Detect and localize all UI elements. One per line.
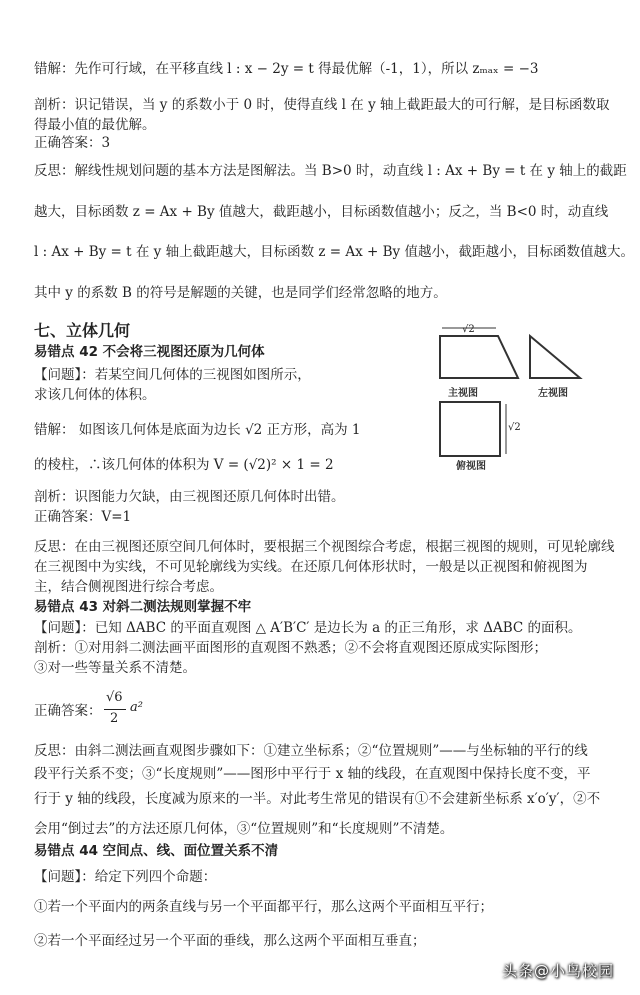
line: 正确答案：	[34, 703, 102, 719]
side-view-label: 左视图	[538, 388, 568, 399]
fraction-numerator: √6	[106, 690, 123, 705]
line: 【问题】：已知 ΔABC 的平面直观图 △ A′B′C′ 是边长为 a 的正三角形，求 ΔABC 的面积。	[34, 620, 582, 636]
topic-heading: 易错点 42 不会将三视图还原为几何体	[34, 344, 265, 360]
line: 反思：在由三视图还原空间几何体时，要根据三个视图综合考虑，根据三视图的规则，可见轮廓线	[34, 539, 615, 555]
line: 剖析：①对用斜二测法画平面图形的直观图不熟悉；②不会将直观图还原成实际图形；	[34, 640, 547, 656]
line: ②若一个平面经过另一个平面的垂线，那么这两个平面相互垂直；	[34, 933, 426, 949]
line: 的棱柱，∴该几何体的体积为 V = (√2)² × 1 = 2	[34, 457, 334, 473]
line: 剖析：识图能力欠缺，由三视图还原几何体时出错。	[34, 489, 345, 505]
line: 其中 y 的系数 B 的符号是解题的关键，也是同学们经常忽略的地方。	[34, 285, 447, 301]
line: 剖析：识记错误，当 y 的系数小于 0 时，使得直线 l 在 y 轴上截距最大的可行解，是目标函数取	[34, 97, 610, 113]
top-view-label: 俯视图	[456, 461, 486, 472]
line: 在三视图中为实线，不可见轮廓线为实线。在还原几何体形状时，一般是以正视图和俯视图为	[34, 559, 588, 575]
topic-heading: 易错点 43 对斜二测法规则掌握不牢	[34, 599, 252, 615]
line: 求该几何体的体积。	[34, 387, 156, 403]
line: 主，结合侧视图进行综合考虑。	[34, 579, 223, 595]
line: 正确答案：V=1	[34, 509, 132, 525]
front-view-shape	[440, 336, 518, 378]
line: 越大，目标函数 z = Ax + By 值越大，截距越小，目标函数值越小；反之，当 B<0 时，动直线	[34, 204, 609, 220]
line: l : Ax + By = t 在 y 轴上截距越大，目标函数 z = Ax + By 值越小，截距越小，目标函数值越大。	[34, 244, 634, 260]
fraction-bar	[104, 709, 126, 710]
line: 段平行关系不变；③“长度规则”——图形中平行于 x 轴的线段，在直观图中保持长度不变，平	[34, 766, 591, 782]
line: 【问题】：若某空间几何体的三视图如图所示，	[34, 367, 311, 383]
edge-label-right: √2	[508, 422, 521, 433]
line: ③对一些等量关系不清楚。	[34, 660, 196, 676]
top-view-shape	[440, 402, 500, 456]
line: 得最小值的最优解。	[34, 117, 156, 133]
section-heading: 七、立体几何	[34, 321, 131, 340]
line: 反思：解线性规划问题的基本方法是图解法。当 B>0 时，动直线 l : Ax + By = t 在 y 轴上的截距	[34, 163, 627, 179]
line: 【问题】：给定下列四个命题：	[34, 869, 217, 885]
fraction-denominator: 2	[110, 711, 119, 726]
line: 行于 y 轴的线段，长度减为原来的一半。对此考生常见的错误有①不会建新坐标系 x′o′y′，②不	[34, 791, 601, 807]
fraction-tail: a²	[130, 700, 143, 715]
topic-heading: 易错点 44 空间点、线、面位置关系不清	[34, 843, 279, 859]
line: 会用“倒过去”的方法还原几何体，③“位置规则”和“长度规则”不清楚。	[34, 821, 454, 837]
line: 错解：先作可行域，在平移直线 l : x − 2y = t 得最优解（-1，1），所以 zₘₐₓ = −3	[34, 61, 539, 77]
line: 错解： 如图该几何体是底面为边长 √2 正方形，高为 1	[34, 422, 361, 438]
watermark: 头条@小鸟校园	[501, 962, 614, 980]
line: 反思：由斜二测法画直观图步骤如下：①建立坐标系；②“位置规则”——与坐标轴的平行的线	[34, 743, 588, 759]
edge-label-top: √2	[462, 324, 475, 335]
side-view-shape	[530, 336, 580, 378]
front-view-label: 主视图	[448, 388, 478, 399]
line: 正确答案：3	[34, 135, 111, 151]
three-view-figure	[434, 322, 594, 472]
line: ①若一个平面内的两条直线与另一个平面都平行，那么这两个平面相互平行；	[34, 899, 493, 915]
